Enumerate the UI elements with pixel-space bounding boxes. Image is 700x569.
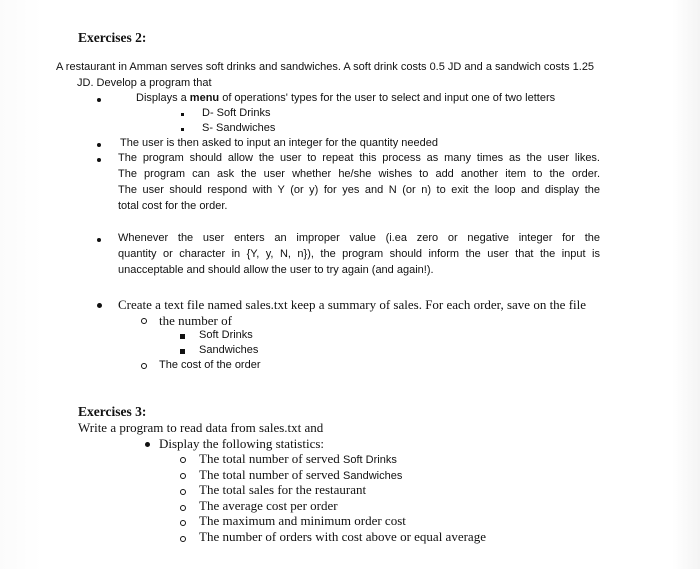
bullet-menu-bold: menu <box>189 92 220 104</box>
exercise-3-bullet: Display the following statistics: <box>159 436 325 451</box>
square-bullet-icon <box>180 334 185 339</box>
stat-item: The average cost per order <box>199 498 338 513</box>
bullet-validation-line-2: quantity or character in {Y, y, N, n}), the program should inform the user that the input is <box>118 248 600 260</box>
circle-bullet-icon <box>180 536 186 542</box>
stat-text-sans: Sandwiches <box>343 470 403 482</box>
circle-bullet-icon <box>141 363 147 369</box>
stat-item: The number of orders with cost above or equal average <box>199 529 486 544</box>
sub-number-of: the number of <box>159 313 232 328</box>
stat-item: The total sales for the restaurant <box>199 482 367 497</box>
circle-bullet-icon <box>180 520 186 526</box>
circle-bullet-icon <box>180 505 186 511</box>
stat-item: The maximum and minimum order cost <box>199 513 406 528</box>
exercise-2-intro-line-2: JD. Develop a program that <box>77 77 212 89</box>
bullet-icon <box>97 98 101 102</box>
bullet-quantity: The user is then asked to input an integer for the quantity needed <box>120 137 438 149</box>
square-bullet-icon <box>181 113 184 116</box>
stat-text: The total number of served <box>199 451 344 466</box>
bullet-icon <box>97 143 101 147</box>
bullet-menu-post: of operations' types for the user to select and input one of two letters <box>219 92 556 104</box>
bullet-sales-file: Create a text file named sales.txt keep a summary of sales. For each order, save on the file <box>118 297 587 312</box>
stat-item <box>199 451 397 468</box>
bullet-menu-pre: Displays a <box>136 92 190 104</box>
bullet-repeat-line-2: The program can ask the user whether he/she wishes to add another item to the order. <box>118 168 600 180</box>
sub-item-sandwiches: Sandwiches <box>199 344 259 356</box>
circle-bullet-icon <box>180 473 186 479</box>
bullet-repeat-line-4: total cost for the order. <box>118 200 228 212</box>
square-bullet-icon <box>180 349 185 354</box>
bullet-icon <box>145 442 150 447</box>
exercise-3-intro: Write a program to read data from sales.txt and <box>78 420 324 435</box>
bullet-validation-line-1: Whenever the user enters an improper value (i.ea zero or negative integer for the <box>118 232 600 244</box>
bullet-menu-instruction <box>136 91 555 107</box>
bullet-icon <box>97 303 102 308</box>
stat-text-sans: Soft Drinks <box>343 454 397 466</box>
exercise-3-heading: Exercises 3: <box>78 404 147 419</box>
menu-option-soft-drinks: D- Soft Drinks <box>202 107 271 119</box>
circle-bullet-icon <box>180 489 186 495</box>
bullet-icon <box>97 158 101 162</box>
circle-bullet-icon <box>141 318 147 324</box>
sub-cost-of-order: The cost of the order <box>159 359 261 371</box>
stat-text: The total number of served <box>199 467 344 482</box>
exercise-2-heading: Exercises 2: <box>78 30 147 45</box>
bullet-repeat-line-1: The program should allow the user to repeat this process as many times as the user likes. <box>118 152 600 164</box>
exercise-2-intro-line-1: A restaurant in Amman serves soft drinks and sandwiches. A soft drink costs 0.5 JD and a sandwich costs 1.25 <box>56 61 595 73</box>
sub-item-soft-drinks: Soft Drinks <box>199 329 253 341</box>
circle-bullet-icon <box>180 457 186 463</box>
menu-option-sandwiches: S- Sandwiches <box>202 122 276 134</box>
bullet-repeat-line-3: The user should respond with Y (or y) for yes and N (or n) to exit the loop and display the <box>118 184 600 196</box>
square-bullet-icon <box>181 128 184 131</box>
bullet-validation-line-3: unacceptable and should allow the user to try again (and again!). <box>118 264 434 276</box>
bullet-icon <box>97 238 101 242</box>
